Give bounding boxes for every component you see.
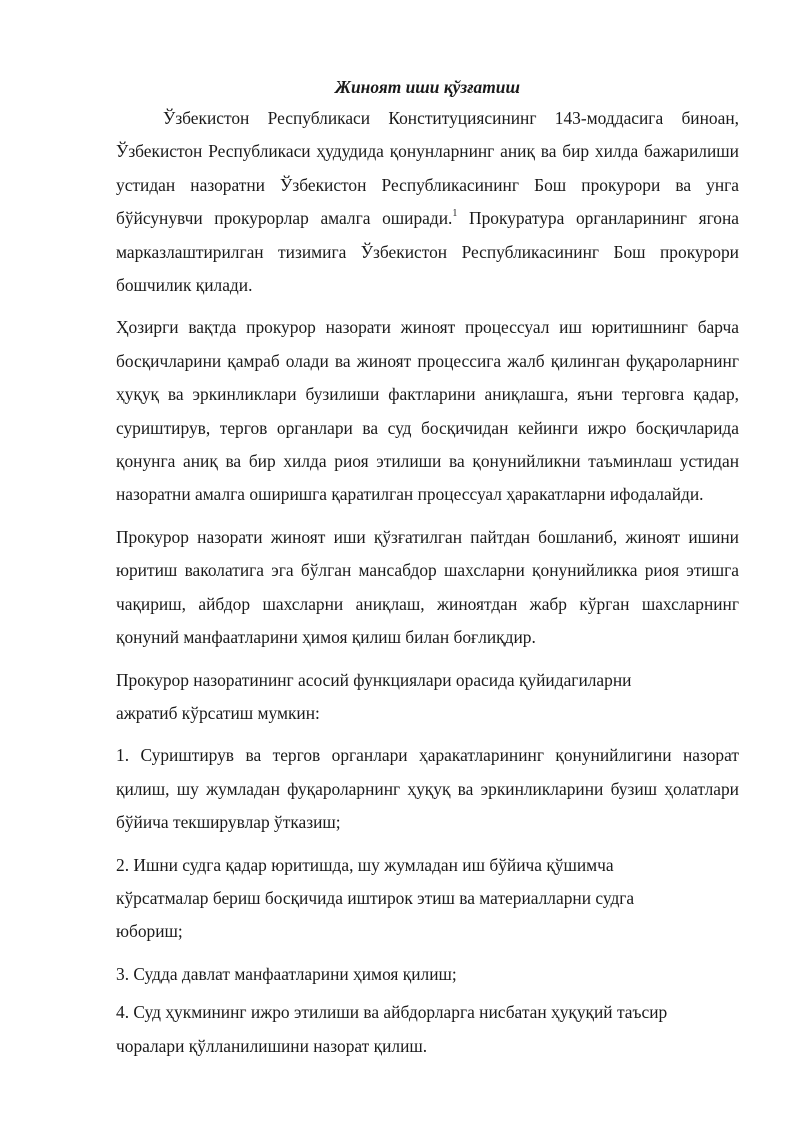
paragraph-line: ажратиб кўрсатиш мумкин: — [116, 702, 320, 723]
list-item-line: чоралари қўлланилишини назорат қилиш. — [116, 1035, 428, 1056]
paragraph-functions-intro — [116, 664, 739, 731]
paragraph-line: Прокурор назоратининг асосий функциялари орасида қуйидагиларни — [116, 669, 632, 690]
list-item-line: 2. Ишни судга қадар юритишда, шу жумладан иш бўйича қўшимча — [116, 854, 614, 875]
paragraph-prosecutor-supervision: Ҳозирги вақтда прокурор назорати жиноят процессуал иш юритишнинг барча босқичларини қамраб олади ва жиноят процессига жалб қилинган фуқароларнинг ҳуқуқ ва эркинликлари бузилиши фактларини аниқлашга, яъни терговга қадар, суриштирув, тергов органлари ва суд босқичидан кейинги ижро босқичларида қонунга аниқ ва бир хилда риоя этилиши ва қонунийликни таъминлаш устидан назоратни амалга оширишга қаратилган процессуал ҳаракатларни ифодалайди. — [116, 317, 739, 505]
document-page — [116, 72, 739, 1063]
paragraph-text: Ўзбекистон Республикаси Конституциясининг 143-моддасига биноан, Ўзбекистон Республикаси ҳудудида қонунларнинг аниқ ва бир хилда бажарилиши устидан назоратни Ўзбекистон Республикасининг Бош прокурори ва унга бўйсунувчи прокурорлар амалга оширади. — [116, 108, 739, 229]
paragraph-supervision-start: Прокурор назорати жиноят иши қўзғатилган пайтдан бошланиб, жиноят ишини юритиш ваколатига эга бўлган мансабдор шахсларни қонунийликка риоя этишга чақириш, айбдор шахсларни аниқлаш, жиноятдан жабр кўрган шахсларнинг қонуний манфаатларини ҳимоя қилиш билан боғлиқдир. — [116, 526, 739, 648]
list-item-3: 3. Судда давлат манфаатларини ҳимоя қилиш; — [116, 963, 457, 984]
document-title: Жиноят иши қўзғатиш — [335, 77, 520, 97]
paragraph-constitution — [116, 102, 739, 302]
list-item-2 — [116, 849, 739, 949]
list-item-line: 4. Суд ҳукмининг ижро этилиши ва айбдорларга нисбатан ҳуқуқий таъсир — [116, 1002, 668, 1023]
list-item-4 — [116, 996, 739, 1063]
footnote-marker: 1 — [452, 208, 458, 220]
list-item-line: кўрсатмалар бериш босқичида иштирок этиш ва материалларни судга — [116, 887, 635, 908]
list-item-1: 1. Суриштирув ва тергов органлари ҳаракатларининг қонунийлигини назорат қилиш, шу жумладан фуқароларнинг ҳуқуқ ва эркинликларини бузиш ҳолатлари бўйича текширувлар ўтказиш; — [116, 745, 739, 833]
paragraph-text: Прокуратура органларининг ягона марказлаштирилган тизимига Ўзбекистон Республикасининг Бош прокурори бошчилик қилади. — [116, 208, 739, 296]
list-item-line: юбориш; — [116, 921, 183, 942]
